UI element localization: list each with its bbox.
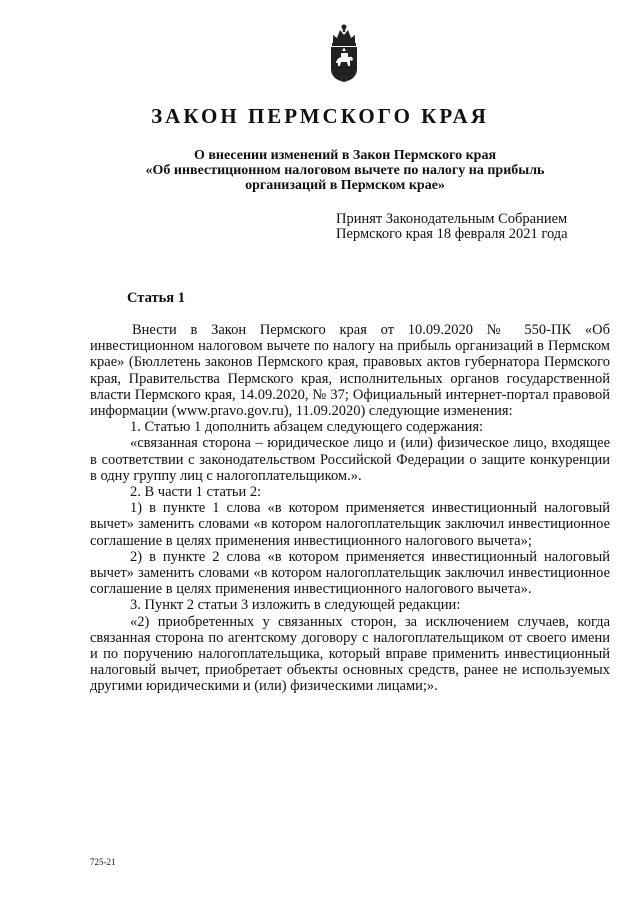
article-paragraph: 1. Статью 1 дополнить абзацем следующего содержания:	[130, 419, 484, 436]
law-subtitle	[100, 148, 590, 193]
perm-krai-coat-of-arms-icon	[327, 23, 361, 83]
subtitle-line: организаций в Пермском крае»	[245, 178, 445, 193]
article-heading: Статья 1	[127, 290, 185, 306]
article-paragraph: 3. Пункт 2 статьи 3 изложить в следующей редакции:	[130, 597, 461, 614]
article-paragraph: «связанная сторона – юридическое лицо и (или) физическое лицо, входящее в соответствии с законодательством Российской Федерации о защите конкуренции в одну группу лиц с налогоплательщиком.».	[90, 435, 610, 484]
law-title: ЗАКОН ПЕРМСКОГО КРАЯ	[151, 104, 489, 128]
article-paragraph: 2. В части 1 статьи 2:	[130, 484, 262, 501]
adoption-line: Пермского края 18 февраля 2021 года	[336, 226, 568, 242]
adoption-note	[336, 212, 568, 242]
adoption-line: Принят Законодательным Собранием	[336, 211, 568, 227]
article-paragraph: «2) приобретенных у связанных сторон, за исключением случаев, когда связанная сторона по агентскому договору с налогоплательщиком от своего имени и по поручению налогоплательщика, который вправе применить инвестиционный налоговый вычет, приобретает объекты основных средств, ранее не используемых другими юридическими и (или) физическими лицами;».	[90, 613, 610, 695]
article-paragraph: Внести в Закон Пермского края от 10.09.2020 № 550-ПК «Об инвестиционном налоговом вычете по налогу на прибыль организаций в Пермском крае» (Бюллетень законов Пермского края, правовых актов губернатора Пермского края, Правительства Пермского края, исполнительных органов государственной власти Пермского края, 14.09.2020, № 37; Официальный интернет-портал правовой информации (www.pravo.gov.ru), 11.09.2020) следующие изменения:	[90, 322, 610, 420]
article-paragraph: 2) в пункте 2 слова «в котором применяется инвестиционный налоговый вычет» заменить словами «в котором налогоплательщик заключил инвестиционное соглашение в целях применения инвестиционного налогового вычета».	[90, 548, 610, 598]
article-body	[90, 322, 610, 695]
subtitle-line: «Об инвестиционном налоговом вычете по налогу на прибыль	[145, 163, 545, 178]
document-code: 725-21	[90, 857, 116, 867]
article-paragraph: 1) в пункте 1 слова «в котором применяется инвестиционный налоговый вычет» заменить словами «в котором налогоплательщик заключил инвестиционное соглашение в целях применения инвестиционного налогового вычета»;	[90, 500, 610, 549]
subtitle-line: О внесении изменений в Закон Пермского края	[193, 148, 497, 163]
